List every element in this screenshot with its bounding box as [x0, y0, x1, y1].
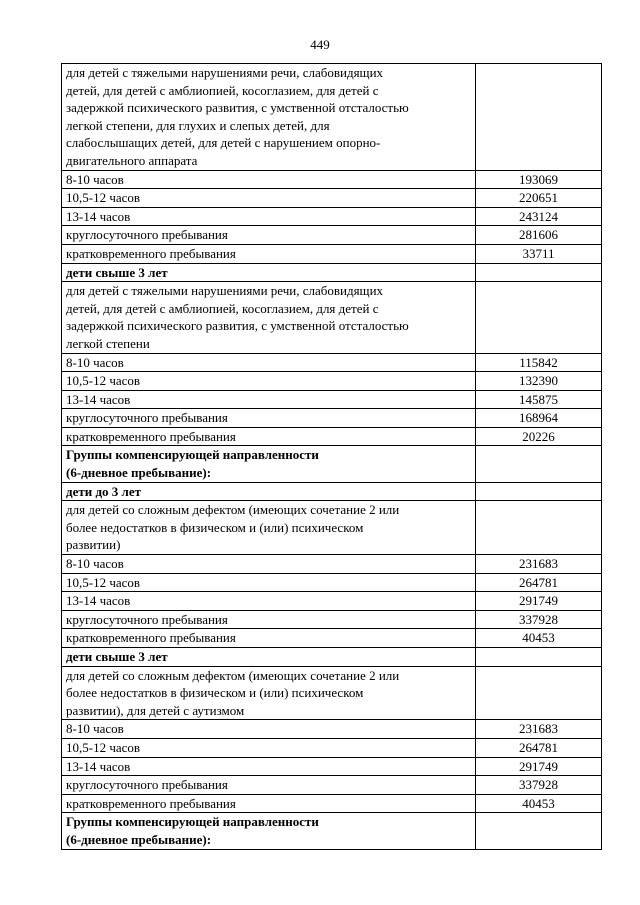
- table-row: [62, 226, 602, 245]
- table-row: [62, 170, 602, 189]
- row-label: 13-14 часов: [62, 592, 476, 611]
- tariff-table-body: [62, 64, 602, 850]
- row-value: 40453: [476, 794, 602, 813]
- row-value: 145875: [476, 390, 602, 409]
- section-header-row: [62, 482, 602, 501]
- row-value: 264781: [476, 738, 602, 757]
- table-row: [62, 409, 602, 428]
- row-value: [476, 263, 602, 282]
- table-row: [62, 353, 602, 372]
- table-row: [62, 427, 602, 446]
- table-row: [62, 610, 602, 629]
- section-header-row: [62, 648, 602, 667]
- row-value: [476, 666, 602, 720]
- row-label: для детей с тяжелыми нарушениями речи, слабовидящих детей, для детей с амблиопией, косоглазием, для детей с задержкой психического развития, с умственной отсталостью легкой степени, для глухих и слепых детей, для слабослышащих детей, для детей с нарушением опорно- двигательного аппарата: [62, 64, 476, 171]
- table-row: [62, 573, 602, 592]
- table-row: [62, 64, 602, 171]
- row-value: 168964: [476, 409, 602, 428]
- row-value: 291749: [476, 592, 602, 611]
- row-value: 231683: [476, 720, 602, 739]
- section-header-row: [62, 813, 602, 849]
- table-row: [62, 282, 602, 353]
- row-label: 8-10 часов: [62, 555, 476, 574]
- row-label: кратковременного пребывания: [62, 427, 476, 446]
- row-value: [476, 482, 602, 501]
- row-value: 220651: [476, 189, 602, 208]
- row-label: 10,5-12 часов: [62, 573, 476, 592]
- row-label: 13-14 часов: [62, 207, 476, 226]
- table-row: [62, 757, 602, 776]
- row-label: кратковременного пребывания: [62, 629, 476, 648]
- row-value: 281606: [476, 226, 602, 245]
- row-value: [476, 501, 602, 555]
- tariff-table: [61, 63, 602, 850]
- row-value: 291749: [476, 757, 602, 776]
- row-value: 40453: [476, 629, 602, 648]
- row-label: для детей со сложным дефектом (имеющих сочетание 2 или более недостатков в физическом и (или) психическом развитии): [62, 501, 476, 555]
- row-label: 13-14 часов: [62, 390, 476, 409]
- row-value: 231683: [476, 555, 602, 574]
- table-row: [62, 207, 602, 226]
- row-value: 132390: [476, 372, 602, 391]
- row-label: дети до 3 лет: [62, 482, 476, 501]
- row-value: 337928: [476, 610, 602, 629]
- row-label: для детей со сложным дефектом (имеющих сочетание 2 или более недостатков в физическом и (или) психическом развитии), для детей с аутизмом: [62, 666, 476, 720]
- row-label: 10,5-12 часов: [62, 372, 476, 391]
- page-number: 449: [310, 37, 330, 52]
- row-value: 243124: [476, 207, 602, 226]
- row-label: круглосуточного пребывания: [62, 409, 476, 428]
- row-value: [476, 813, 602, 849]
- table-row: [62, 592, 602, 611]
- row-label: дети свыше 3 лет: [62, 648, 476, 667]
- row-value: [476, 648, 602, 667]
- table-row: [62, 720, 602, 739]
- row-label: 10,5-12 часов: [62, 189, 476, 208]
- table-row: [62, 555, 602, 574]
- row-value: [476, 446, 602, 482]
- row-value: 193069: [476, 170, 602, 189]
- table-row: [62, 501, 602, 555]
- section-header-row: [62, 263, 602, 282]
- table-row: [62, 666, 602, 720]
- row-value: 20226: [476, 427, 602, 446]
- table-row: [62, 390, 602, 409]
- row-label: дети свыше 3 лет: [62, 263, 476, 282]
- section-header-row: [62, 446, 602, 482]
- row-value: [476, 282, 602, 353]
- row-label: круглосуточного пребывания: [62, 610, 476, 629]
- row-label: кратковременного пребывания: [62, 794, 476, 813]
- table-row: [62, 629, 602, 648]
- row-label: Группы компенсирующей направленности (6-дневное пребывание):: [62, 446, 476, 482]
- row-value: [476, 64, 602, 171]
- row-value: 115842: [476, 353, 602, 372]
- row-label: кратковременного пребывания: [62, 244, 476, 263]
- row-label: 8-10 часов: [62, 170, 476, 189]
- table-row: [62, 738, 602, 757]
- row-label: 8-10 часов: [62, 720, 476, 739]
- row-label: круглосуточного пребывания: [62, 226, 476, 245]
- row-value: 33711: [476, 244, 602, 263]
- table-row: [62, 776, 602, 795]
- table-row: [62, 794, 602, 813]
- row-label: 13-14 часов: [62, 757, 476, 776]
- table-row: [62, 189, 602, 208]
- table-row: [62, 244, 602, 263]
- table-row: [62, 372, 602, 391]
- row-label: 10,5-12 часов: [62, 738, 476, 757]
- row-label: для детей с тяжелыми нарушениями речи, слабовидящих детей, для детей с амблиопией, косоглазием, для детей с задержкой психического развития, с умственной отсталостью легкой степени: [62, 282, 476, 353]
- row-label: 8-10 часов: [62, 353, 476, 372]
- row-value: 337928: [476, 776, 602, 795]
- row-value: 264781: [476, 573, 602, 592]
- row-label: круглосуточного пребывания: [62, 776, 476, 795]
- row-label: Группы компенсирующей направленности (6-дневное пребывание):: [62, 813, 476, 849]
